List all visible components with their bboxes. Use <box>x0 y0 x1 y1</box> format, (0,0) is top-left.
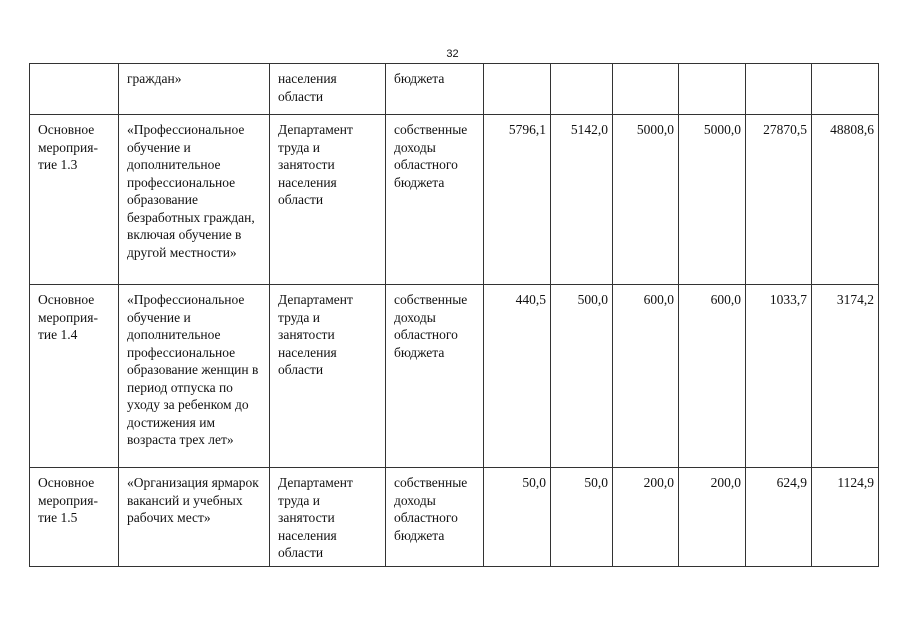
value-cell: 3174,2 <box>812 285 879 468</box>
event-cell <box>30 64 119 115</box>
executor-cell: Департамент труда и занятости населения области <box>270 468 386 567</box>
table-row <box>30 64 879 115</box>
table-row <box>30 285 879 468</box>
value-cell: 200,0 <box>613 468 679 567</box>
event-cell: Основное мероприя-тие 1.4 <box>30 285 119 468</box>
value-cell <box>679 64 746 115</box>
value-cell: 200,0 <box>679 468 746 567</box>
value-cell <box>484 64 551 115</box>
value-cell: 5142,0 <box>551 115 613 285</box>
funding-source-cell: собственные доходы областного бюджета <box>386 468 484 567</box>
value-cell: 48808,6 <box>812 115 879 285</box>
value-cell: 624,9 <box>746 468 812 567</box>
value-cell <box>551 64 613 115</box>
event-cell: Основное мероприя-тие 1.3 <box>30 115 119 285</box>
value-cell: 1124,9 <box>812 468 879 567</box>
event-name-cell: граждан» <box>119 64 270 115</box>
table-row <box>30 468 879 567</box>
page-number: 32 <box>446 48 459 60</box>
table-row <box>30 115 879 285</box>
budget-table <box>29 63 879 567</box>
value-cell: 50,0 <box>551 468 613 567</box>
funding-source-cell: собственные доходы областного бюджета <box>386 285 484 468</box>
value-cell <box>746 64 812 115</box>
executor-cell: населения области <box>270 64 386 115</box>
value-cell: 440,5 <box>484 285 551 468</box>
value-cell: 500,0 <box>551 285 613 468</box>
value-cell: 27870,5 <box>746 115 812 285</box>
executor-cell: Департамент труда и занятости населения области <box>270 115 386 285</box>
funding-source-cell: бюджета <box>386 64 484 115</box>
value-cell: 5000,0 <box>679 115 746 285</box>
value-cell: 50,0 <box>484 468 551 567</box>
event-name-cell: «Профессиональное обучение и дополнительное профессиональное образование безработных граждан, включая обучение в другой местности» <box>119 115 270 285</box>
value-cell <box>613 64 679 115</box>
value-cell: 5000,0 <box>613 115 679 285</box>
executor-cell: Департамент труда и занятости населения области <box>270 285 386 468</box>
event-name-cell: «Организация ярмарок вакансий и учебных рабочих мест» <box>119 468 270 567</box>
event-cell: Основное мероприя-тие 1.5 <box>30 468 119 567</box>
value-cell: 1033,7 <box>746 285 812 468</box>
value-cell: 600,0 <box>679 285 746 468</box>
value-cell <box>812 64 879 115</box>
funding-source-cell: собственные доходы областного бюджета <box>386 115 484 285</box>
event-name-cell: «Профессиональное обучение и дополнительное профессиональное образование женщин в период отпуска по уходу за ребенком до достижения им возраста трех лет» <box>119 285 270 468</box>
value-cell: 5796,1 <box>484 115 551 285</box>
value-cell: 600,0 <box>613 285 679 468</box>
